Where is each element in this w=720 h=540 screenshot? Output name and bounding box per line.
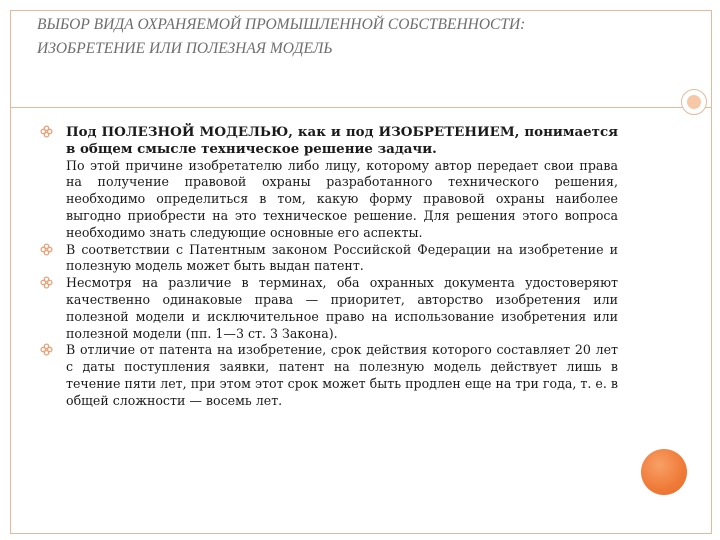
paragraph-text: В соответствии с Патентным законом Российской Федерации на изобретение и полезную модель может быть выдан патент. [66,241,618,274]
paragraph-text: В отличие от патента на изобретение, срок действия которого составляет 20 лет с даты поступления заявки, патент на полезную модель действует лишь в течение пяти лет, при этом этот срок может быть продлен еще на три года, т. е. в общей сложности — восемь лет. [66,342,618,408]
paragraph-lead: Под ПОЛЕЗНОЙ МОДЕЛЬЮ, как и под ИЗОБРЕТЕНИЕМ, понимается в общем смысле техническое решение задачи. [66,124,618,157]
flower-bullet-icon [40,343,53,356]
title-divider [10,107,712,108]
flower-bullet-icon [40,243,53,256]
paragraph-text: По этой причине изобретателю либо лицу, которому автор передает свои права на получение правовой охраны разработанного технического решения, необходимо определиться в том, какую форму правовой охраны наиболее выгодно приобрести на это техническое решение. Для решения этого вопроса необходимо знать следующие основные его аспекты. [66,157,618,240]
list-item [40,342,618,409]
flower-bullet-icon [40,125,53,138]
decorative-orange-circle [641,449,687,495]
list-item [40,124,618,242]
paragraph-text: Несмотря на различие в терминах, оба охранных документа удостоверяют качественно одинаковые права — приоритет, авторство изобретения или полезной модели и исключительное право на использование изобретения или полезной модели (пп. 1—3 ст. 3 Закона). [66,275,618,341]
list-item [40,275,618,342]
slide-title: ВЫБОР ВИДА ОХРАНЯЕМОЙ ПРОМЫШЛЕННОЙ СОБСТВЕННОСТИ: ИЗОБРЕТЕНИЕ ИЛИ ПОЛЕЗНАЯ МОДЕЛЬ [37,16,526,57]
flower-bullet-icon [40,276,53,289]
bullet-list [40,124,618,410]
list-item [40,242,618,276]
divider-circle-inner-icon [687,95,701,109]
